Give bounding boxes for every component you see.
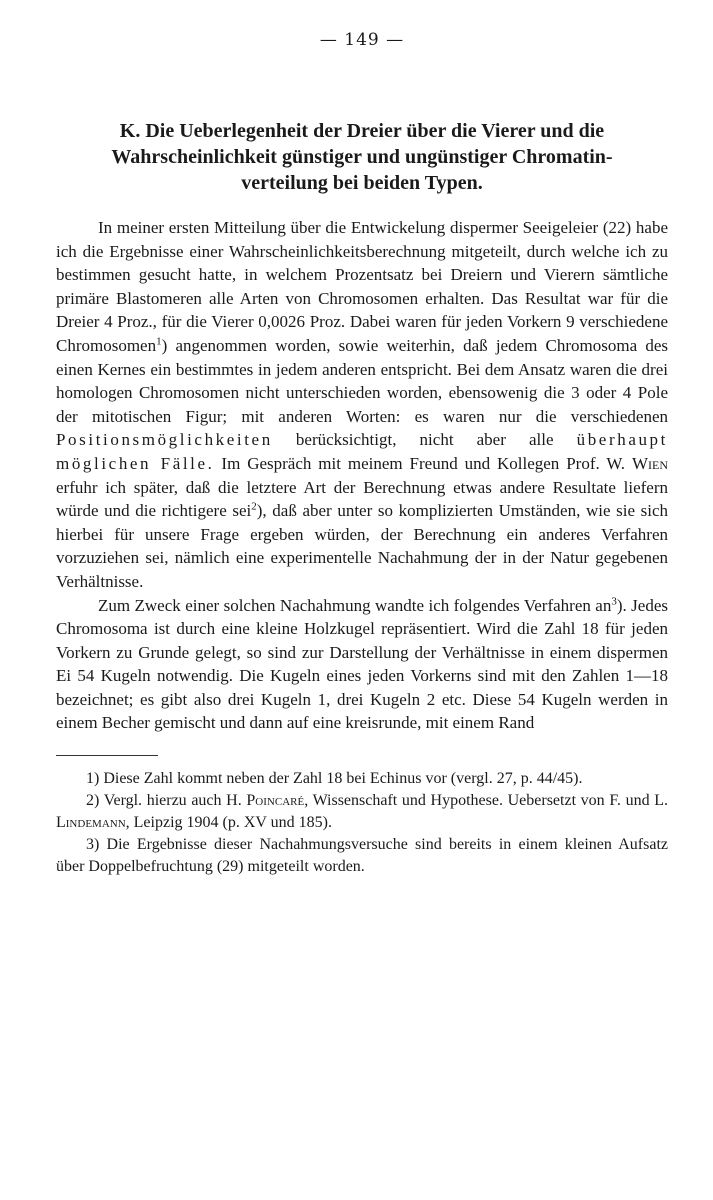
heading-line-2: Wahrscheinlichkeit günstiger und ungünstiger Chromatin- bbox=[111, 146, 613, 168]
section-heading bbox=[56, 118, 668, 196]
footnotes bbox=[56, 768, 668, 878]
footnote-ref-3: 3 bbox=[611, 594, 617, 607]
author-name-wien: Wien bbox=[631, 453, 669, 473]
paragraph-2 bbox=[56, 594, 668, 736]
page-number: — 149 — bbox=[319, 30, 405, 50]
para1-text-b: ) angenommen worden, sowie weiterhin, daß jedem Chromosoma des einen Kernes ein bestimmtes in jedem anderen entspricht. Bei dem Ansatz waren die drei homologen Chromosomen nicht unterschieden worden, ebensowenig die 3 oder 4 Pole der mitotischen Figur; mit anderen Worten: es waren nur die verschiedenen bbox=[56, 335, 668, 426]
para1-text-f: ), daß aber unter so komplizierten Umständen, wie sie sich hierbei für unsere Frage ergeben würden, der Berechnung ein anderes Verfahren vorzuziehen sei, nämlich eine experimentelle Nachahmung der in der Natur gegebenen Verhältnisse. bbox=[56, 501, 668, 591]
footnote-2 bbox=[56, 790, 668, 834]
emphasis-spaced-2: überhaupt möglichen Fälle. bbox=[56, 430, 668, 473]
author-name-poincare: Poincaré bbox=[246, 792, 305, 810]
footnote-ref-1: 1 bbox=[156, 335, 162, 348]
author-name-lindemann: Lindemann bbox=[56, 814, 126, 832]
heading-line-1: K. Die Ueberlegenheit der Dreier über die Vierer und die bbox=[119, 120, 605, 142]
heading-line-3: verteilung bei beiden Typen. bbox=[241, 172, 483, 194]
fn2-text-c: , Leipzig 1904 (p. XV und 185). bbox=[125, 814, 332, 832]
para1-text-c: berücksichtigt, nicht aber alle bbox=[295, 430, 554, 450]
fn2-text-a: 2) Vergl. hierzu auch H. bbox=[86, 792, 242, 810]
footnote-1: 1) Diese Zahl kommt neben der Zahl 18 bei Echinus vor (vergl. 27, p. 44/45). bbox=[86, 770, 583, 788]
footnote-3: 3) Die Ergebnisse dieser Nachahmungsversuche sind bereits in einem kleinen Aufsatz über Doppelbefruchtung (29) mitgeteilt worden. bbox=[56, 836, 668, 876]
footnote-ref-2: 2 bbox=[251, 500, 257, 513]
para1-text-d: Im Gespräch mit meinem Freund und Kollegen Prof. W. bbox=[221, 453, 626, 473]
body-text bbox=[56, 216, 668, 735]
footnote-rule bbox=[56, 755, 158, 756]
fn2-text-b: , Wissenschaft und Hypothese. Uebersetzt von F. und L. bbox=[304, 792, 669, 810]
emphasis-spaced-1: Positionsmöglichkeiten bbox=[56, 430, 273, 450]
paragraph-1 bbox=[56, 216, 668, 594]
para1-text-e: erfuhr ich später, daß die letztere Art der Berechnung etwas andere Resultate liefern würde und die richtigere sei bbox=[56, 477, 668, 521]
para2-text-a: Zum Zweck einer solchen Nachahmung wandte ich folgendes Verfahren an bbox=[98, 595, 612, 615]
para2-text-b: ). Jedes Chromosoma ist durch eine kleine Holzkugel repräsentiert. Wird die Zahl 18 für jeden Vorkern zu Grunde gelegt, so sind zur Darstellung der Verhältnisse in einem dispermen Ei 54 Kugeln notwendig. Die Kugeln eines jeden Vorkerns sind mit den Zahlen 1—18 bezeichnet; es gibt also drei Kugeln 1, drei Kugeln 2 etc. Diese 54 Kugeln werden in einem Becher gemischt und dann auf eine kreisrunde, mit einem Rand bbox=[56, 595, 668, 733]
para1-text-a: In meiner ersten Mitteilung über die Entwickelung dispermer Seeigeleier (22) habe ich die Ergebnisse einer Wahrscheinlichkeitsberechnung mitgeteilt, durch welche ich zu bestimmen gesucht hatte, in welchem Prozentsatz bei Dreiern und Vierern sämtliche primäre Blastomeren alle Arten von Chromosomen erhalten. Das Resultat war für die Dreier 4 Proz., für die Vierer 0,0026 Proz. Dabei waren für jeden Vorkern 9 verschiedene Chromosomen bbox=[56, 218, 668, 355]
